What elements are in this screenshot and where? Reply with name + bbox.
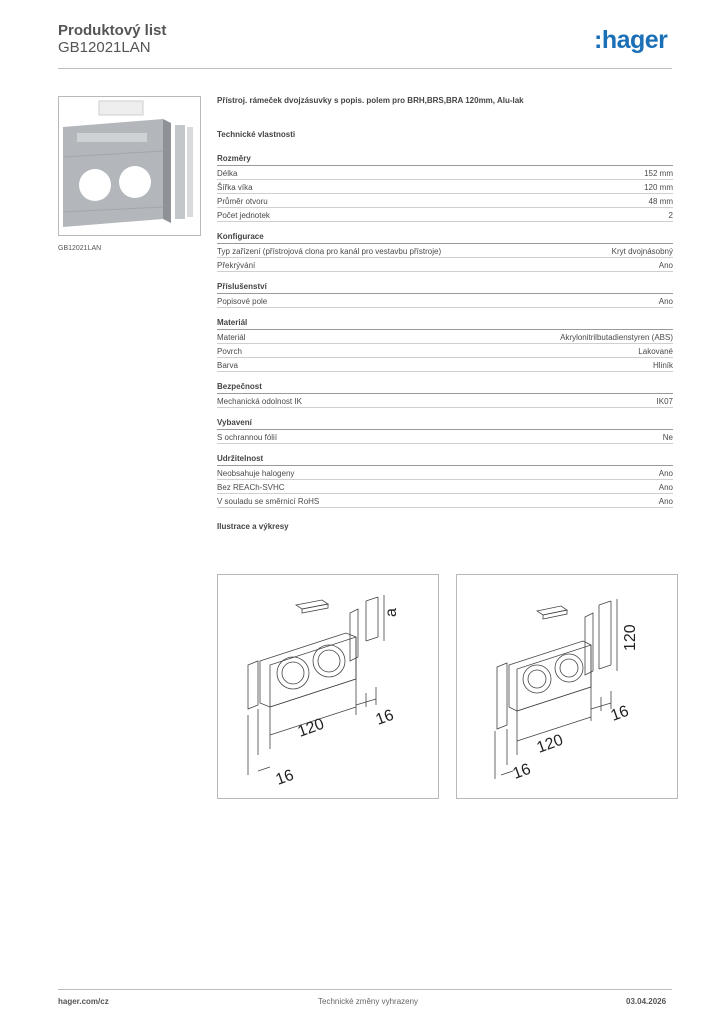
product-image: [58, 96, 201, 236]
spec-label: Bez REACh-SVHC: [217, 483, 285, 492]
technical-drawing: [217, 574, 439, 799]
spec-value: 152 mm: [644, 169, 673, 178]
spec-label: S ochrannou fólií: [217, 433, 278, 442]
header-divider: [58, 68, 672, 69]
spec-value: 120 mm: [644, 183, 673, 192]
spec-section-title: Udržitelnost: [217, 454, 673, 466]
spec-row: [217, 208, 673, 222]
spec-row: [217, 180, 673, 194]
spec-section-title: Rozměry: [217, 154, 673, 166]
spec-value: Hliník: [652, 361, 673, 370]
spec-section-title: Konfigurace: [217, 232, 673, 244]
spec-section: [217, 454, 673, 508]
spec-value: Ano: [658, 497, 673, 506]
spec-label: V souladu se směrnicí RoHS: [217, 497, 320, 506]
spec-section-title: Vybavení: [217, 418, 673, 430]
spec-row: [217, 258, 673, 272]
spec-row: [217, 480, 673, 494]
spec-value: 48 mm: [648, 197, 673, 206]
spec-label: Průměr otvoru: [217, 197, 268, 206]
drawing-depth-left-dim: 16: [273, 766, 297, 789]
spec-value: Ano: [658, 483, 673, 492]
hager-logo: :hager: [594, 26, 668, 54]
spec-label: Povrch: [217, 347, 242, 356]
spec-label: Délka: [217, 169, 238, 178]
spec-label: Neobsahuje halogeny: [217, 469, 295, 478]
spec-row: [217, 294, 673, 308]
product-description: Přístroj. rámeček dvojzásuvky s popis. polem pro BRH,BRS,BRA 120mm, Alu-lak: [217, 96, 524, 105]
spec-row: [217, 194, 673, 208]
spec-row: [217, 394, 673, 408]
footer-disclaimer: Technické změny vyhrazeny: [318, 997, 419, 1006]
spec-row: [217, 358, 673, 372]
spec-label: Materiál: [217, 333, 246, 342]
spec-value: Ano: [658, 469, 673, 478]
spec-section: [217, 232, 673, 272]
spec-value: Ano: [658, 261, 673, 270]
drawing-depth-left-dim: 16: [510, 760, 534, 783]
footer-website[interactable]: hager.com/cz: [58, 997, 109, 1006]
spec-section: [217, 418, 673, 444]
spec-value: Akrylonitrilbutadienstyren (ABS): [560, 333, 673, 342]
document-title: Produktový list: [58, 22, 167, 39]
spec-value: Ano: [658, 297, 673, 306]
drawing-depth-right-dim: 16: [373, 706, 397, 729]
spec-row: [217, 494, 673, 508]
spec-label: Počet jednotek: [217, 211, 270, 220]
spec-section: [217, 382, 673, 408]
spec-value: Kryt dvojnásobný: [611, 247, 673, 256]
spec-value: IK07: [656, 397, 673, 406]
spec-label: Typ zařízení (přístrojová clona pro kanál pro vestavbu přístroje): [217, 247, 442, 256]
spec-row: [217, 244, 673, 258]
spec-section: [217, 154, 673, 222]
spec-section: [217, 318, 673, 372]
spec-value: 2: [668, 211, 673, 220]
spec-section-title: Bezpečnost: [217, 382, 673, 394]
product-code: GB12021LAN: [58, 39, 151, 56]
spec-row: [217, 330, 673, 344]
footer-divider: [58, 989, 672, 990]
spec-label: Mechanická odolnost IK: [217, 397, 302, 406]
spec-row: [217, 344, 673, 358]
image-caption: GB12021LAN: [58, 245, 102, 252]
illustrations-heading: Ilustrace a výkresy: [217, 522, 289, 531]
drawing-height-dim: a: [383, 608, 400, 617]
spec-label: Popisové pole: [217, 297, 268, 306]
technical-drawing: [456, 574, 678, 799]
spec-row: [217, 466, 673, 480]
spec-row: [217, 430, 673, 444]
footer-date: 03.04.2026: [626, 997, 667, 1006]
spec-label: Barva: [217, 361, 238, 370]
drawing-depth-right-dim: 16: [608, 702, 632, 725]
spec-section: [217, 282, 673, 308]
technical-properties-heading: Technické vlastnosti: [217, 130, 296, 139]
spec-section-title: Materiál: [217, 318, 673, 330]
spec-label: Šířka víka: [217, 183, 253, 192]
drawing-height-dim: 120: [622, 624, 639, 651]
spec-label: Překrývání: [217, 261, 256, 270]
drawing-width-dim: 120: [534, 731, 566, 757]
specifications: [217, 96, 673, 531]
drawing-width-dim: 120: [295, 715, 327, 741]
spec-sections: [217, 154, 673, 508]
spec-section-title: Příslušenství: [217, 282, 673, 294]
spec-value: Lakované: [638, 347, 673, 356]
spec-value: Ne: [662, 433, 673, 442]
spec-row: [217, 166, 673, 180]
